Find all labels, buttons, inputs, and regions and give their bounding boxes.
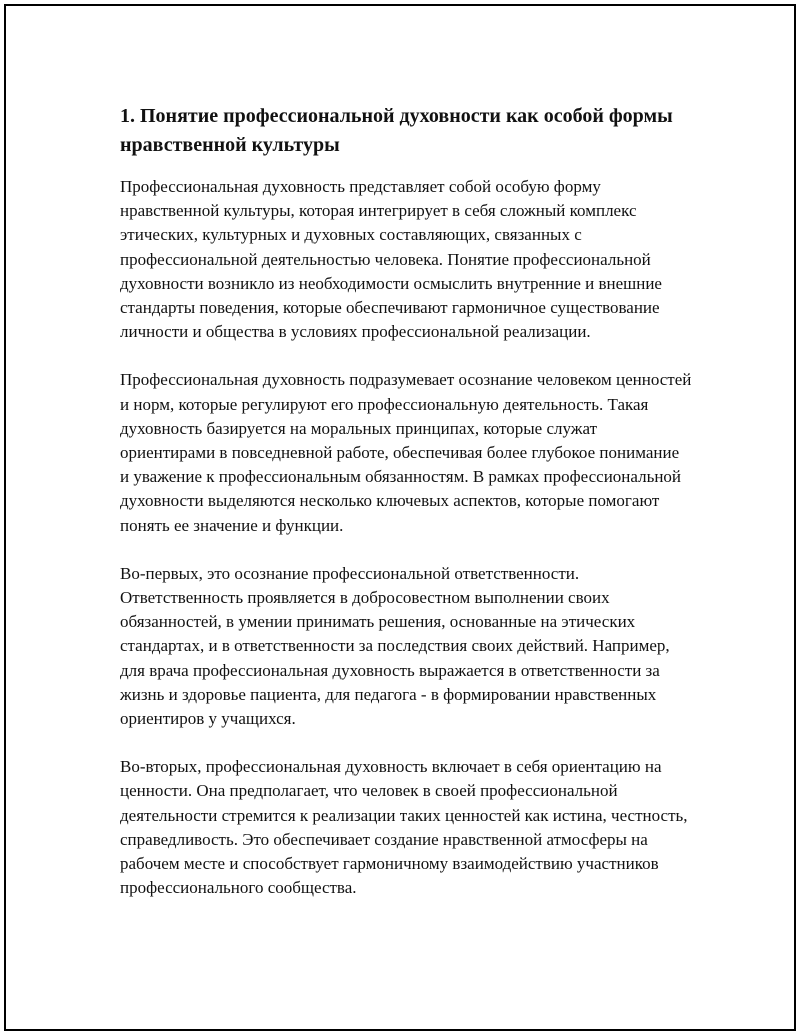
paragraph-1: Профессиональная духовность представляет собой особую форму нравственной культуры, которая интегрирует в себя сложный комплекс этических, культурных и духовных составляющих, связанных с профессиональной деятельностью человека. Понятие профессиональной духовности возникло из необходимости осмыслить внутренние и внешние стандарты поведения, которые обеспечивают гармоничное существование личности и общества в условиях профессиональной реализации. (120, 177, 662, 342)
paragraph-3: Во-первых, это осознание профессиональной ответственности. Ответственность проявляется в добросовестном выполнении своих обязанностей, в умении принимать решения, основанные на этических стандартах, и в ответственности за последствия своих действий. Например, для врача профессиональная духовность выражается в ответственности за жизнь и здоровье пациента, для педагога - в формировании нравственных ориентиров у учащихся. (120, 563, 670, 729)
document-body (120, 102, 692, 924)
paragraph-2: Профессиональная духовность подразумевает осознание человеком ценностей и норм, которые регулируют его профессиональную деятельность. Такая духовность базируется на моральных принципах, которые служат ориентирами в повседневной работе, обеспечивая более глубокое понимание и уважение к профессиональным обязанностям. В рамках профессиональной духовности выделяются несколько ключевых аспектов, которые помогают понять ее значение и функции. (120, 370, 692, 535)
paragraph-4: Во-вторых, профессиональная духовность включает в себя ориентацию на ценности. Она предполагает, что человек в своей профессиональной деятельности стремится к реализации таких ценностей как истина, честность, справедливость. Это обеспечивает создание нравственной атмосферы на рабочем месте и способствует гармоничному взаимодействию участников профессионального сообщества. (120, 757, 688, 898)
document-page (4, 4, 796, 1031)
page-title: 1. Понятие профессиональной духовности как особой формы нравственной культуры (120, 105, 673, 156)
